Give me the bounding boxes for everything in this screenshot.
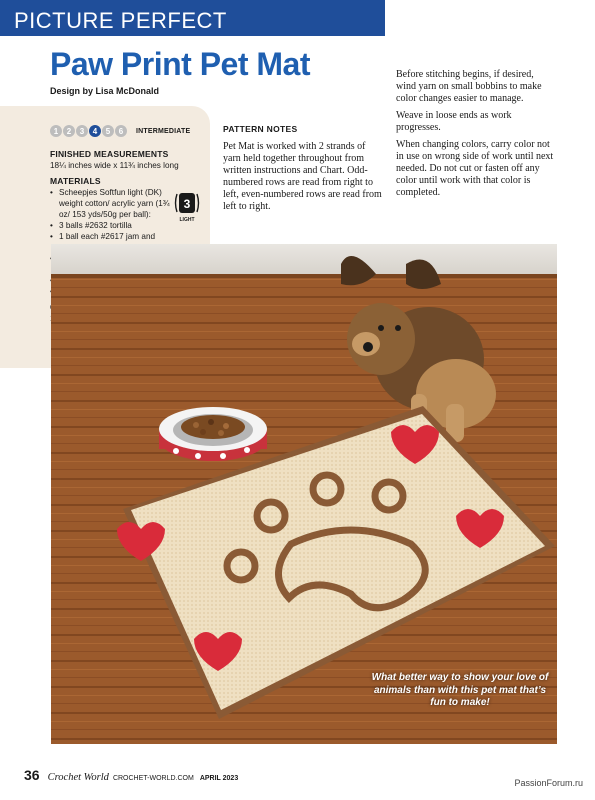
materials-item (50, 187, 177, 220)
website: CROCHET-WORLD.COM (112, 775, 194, 782)
skill-dot-3: 3 (76, 125, 88, 137)
pet-mat-photo (51, 244, 557, 744)
pattern-notes (223, 123, 383, 213)
issue-date: APRIL 2023 (199, 775, 239, 782)
photo-caption: What better way to show your love of animals than with this pet mat that’s fun to make! (371, 672, 549, 708)
notes-paragraph: Weave in loose ends as work progresses. (396, 110, 512, 133)
watermark: PassionForum.ru (514, 778, 583, 788)
section-banner (0, 0, 385, 36)
notes-paragraph: Before stitching begins, if desired, wind yarn on small bobbins to make color changes easier to manage. (396, 69, 542, 104)
food-bowl (159, 407, 267, 461)
skill-level (50, 125, 190, 137)
yarn-color-detail: • 3 balls #2632 tortilla (50, 220, 202, 231)
skill-dot-4: 4 (89, 125, 101, 137)
yarn-color-detail: • 1 ball each #2617 jam and (50, 231, 177, 253)
byline: Design by Lisa McDonald (50, 86, 160, 96)
pattern-notes-paragraph: Pet Mat is worked with 2 strands of yarn held together throughout from written instructions and Chart. Odd-numbered rows are read from right to left, even-numbered rows are read from left to right. (223, 141, 382, 212)
finished-measurements-text: 18¼ inches wide x 11¾ inches long (50, 161, 179, 170)
wall (51, 244, 557, 274)
yarn-weight-label: LIGHT (179, 217, 195, 223)
skill-label: INTERMEDIATE (136, 127, 191, 135)
pattern-notes-continued (396, 69, 556, 204)
finished-measurements-heading: FINISHED MEASUREMENTS (50, 149, 169, 159)
skill-dot-6: 6 (115, 125, 127, 137)
magazine-name: Crochet World (47, 772, 109, 783)
page-number: 36 (24, 767, 40, 783)
section-label: PICTURE PERFECT (14, 8, 227, 33)
materials-heading: MATERIALS (50, 176, 101, 186)
skill-dot-1: 1 (50, 125, 62, 137)
skill-dot-2: 2 (63, 125, 75, 137)
pattern-notes-heading: PATTERN NOTES (223, 124, 298, 134)
materials-item-text: Scheepjes Softfun light (DK) weight cotton/ acrylic yarn (1¾ oz/ 153 yds/50g per ball): (59, 188, 170, 219)
yarn-weight-icon (174, 190, 200, 224)
skill-dot-5: 5 (102, 125, 114, 137)
notes-paragraph: When changing colors, carry color not in use on wrong side of work until next needed. Do not cut or fasten off any color until work with that color is completed. (396, 139, 554, 198)
page-title: Paw Print Pet Mat (50, 46, 310, 82)
page-footer (24, 767, 238, 783)
yarn-weight-number: 3 (183, 197, 191, 211)
